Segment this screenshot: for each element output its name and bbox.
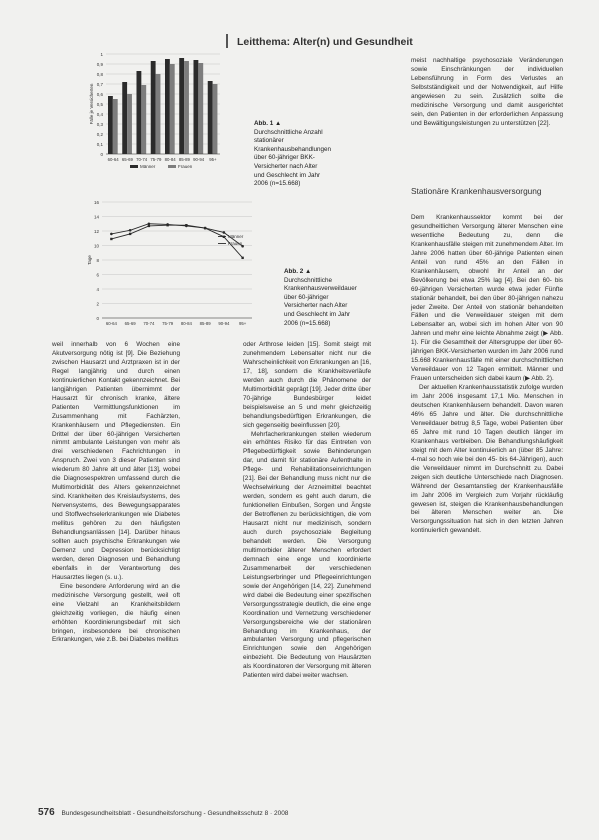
- right-paragraph-2: Der aktuellen Krankenhausstatistik zufolge wurden im Jahr 2006 insgesamt 17,1 Mio. Menschen in deutschen Krankenhäusern behandelt. Davon waren 46% 65 Jahre und älter. Die durchschnittliche Verweildauer betrug 8,5 Tage, wobei Patienten über 65 Jahre mit rund 10 Tagen deutlich länger im Krankenhaus verbleiben. Die Behandlungshäufigkeit steigt mit dem Alter kontinuierlich an (über 85 Jahre: 4-mal so hoch wie bei den 45- bis 64-Jährigen), auch die Verweildauer nimmt im Durchschnitt zu. Dabei zeigen sich deutliche Unterschiede nach Diagnosen. Während der Gesamtanstieg der Krankenhausfälle im Jahr 2006 im Vergleich zum Vorjahr rückläufig gewesen ist, steigen die Krankenhausbehandlungen bei älteren Menschen weiter an. Die Versorgungssituation hat sich in den letzten Jahren kontinuierlich gewandelt.: [411, 384, 563, 535]
- data-point: [166, 224, 168, 226]
- y-tick-label: 0,6: [96, 92, 103, 97]
- y-tick-label: 0,1: [96, 142, 103, 147]
- middle-paragraph-1: oder Arthrose leiden [15]. Somit steigt mit zunehmendem Lebensalter nicht nur die Wahrscheinlichkeit von Erkrankungen an [16, 17, 18], sondern die Krankheitsverläufe werden auch durch die Phänomene der Multimorbidität geprägt [19]. Jeder dritte über 70-jährige Bundesbürger leidet beispielsweise an 5 und mehr gleichzeitig behandlungsbedürftigen Erkrankungen, die sich gegenseitig beeinflussen [20].: [243, 341, 371, 429]
- data-point: [148, 225, 150, 227]
- x-tick-label: 70-74: [143, 321, 155, 326]
- x-tick-label: 75-79: [162, 321, 174, 326]
- legend-label: Frauen: [228, 241, 243, 246]
- y-tick-label: 0: [96, 316, 99, 321]
- x-tick-label: 65-69: [121, 157, 133, 162]
- data-point: [129, 229, 132, 232]
- left-column-text: [52, 341, 180, 793]
- x-tick-label: 65-69: [124, 321, 136, 326]
- legend-label: Männer: [140, 164, 156, 169]
- bar: [213, 84, 218, 154]
- data-point: [204, 227, 206, 229]
- x-tick-label: 90-94: [218, 321, 230, 326]
- page-footer: [38, 807, 288, 818]
- data-point: [223, 231, 226, 234]
- y-tick-label: 0,2: [96, 132, 103, 137]
- middle-paragraph-2: Mehrfacherkrankungen stellen wiederum ein erhöhtes Risiko für das Eintreten von Pflegebedürftigkeit sowie Behinderungen dar, und damit für stationäre Aufenthalte in Pflege- und Rehabilitationseinrichtungen [21]. Bei der Behandlung muss nicht nur die Wechselwirkung der Arzneimittel beachtet werden, sondern es geht auch darum, die funktionellen Einbußen, Sorgen und Ängste der Betroffenen zu berücksichtigen, die vom Hausarzt nicht nur medizinisch, sondern auch durch psychosoziale Begleitung behandelt werden. Die Versorgung multimorbider älterer Menschen erfordert demnach eine enge und koordinierte Zusammenarbeit der verschiedenen Leistungserbringer und Pflegeeinrichtungen sowie der Angehörigen [14, 22]. Zunehmend wird dabei die Bedeutung einer spezifischen Versorgungsstrategie deutlich, die eine enge Koordination und Vernetzung verschiedener Versorgungsbereiche wie der stationären Behandlung im Krankenhaus, der ambulanten Versorgung und pflegerischen Einrichtungen sowie den Angehörigen einbezieht. Die Bedeutung von Hausärzten als Koordinatoren der Versorgung mit älteren Patienten wird dabei weiter wachsen.: [243, 430, 371, 680]
- y-tick-label: 8: [96, 258, 99, 263]
- bar: [151, 61, 156, 154]
- figure-2-caption-label: Abb. 2: [284, 268, 304, 275]
- bar: [113, 99, 118, 154]
- figure-2-line-chart: [88, 196, 253, 336]
- y-tick-label: 0,8: [96, 72, 103, 77]
- bar: [136, 71, 141, 154]
- legend-label: Männer: [228, 234, 244, 239]
- x-tick-label: 80-84: [180, 321, 192, 326]
- data-point: [241, 257, 243, 259]
- y-tick-label: 0,7: [96, 82, 103, 87]
- section-heading: Stationäre Krankenhausversorgung: [411, 186, 542, 196]
- figure-1-caption-label: Abb. 1: [254, 120, 274, 127]
- x-tick-label: 85-89: [178, 157, 190, 162]
- figure-1-caption: [254, 120, 332, 189]
- legend-swatch: [168, 165, 176, 168]
- bar: [179, 58, 184, 154]
- x-tick-label: 70-74: [136, 157, 148, 162]
- y-axis-title: Tage: [87, 255, 92, 265]
- bar: [165, 59, 170, 154]
- y-axis-title: Fälle je Versicherten: [89, 83, 94, 125]
- data-point: [110, 233, 113, 236]
- y-tick-label: 0: [100, 152, 103, 157]
- y-tick-label: 16: [93, 200, 99, 205]
- x-tick-label: 85-89: [199, 321, 211, 326]
- figure-1-caption-text: ▲ Durchschnittliche Anzahl stationärer Krankenhausbehandlungen über 60-jähriger BKK-Versicherter nach Alter und Geschlecht im Jahr 2006 (n=15.668): [254, 120, 332, 188]
- x-tick-label: 80-84: [164, 157, 176, 162]
- x-tick-label: 95+: [209, 157, 217, 162]
- right-paragraph-1: Dem Krankenhaussektor kommt bei der gesundheitlichen Versorgung älterer Menschen eine wesentliche Bedeutung zu, denn die Krankenhausfälle steigen mit zunehmendem Alter. Im Jahre 2006 hatten über 60-jährige Patienten einen Anteil von rund 45% an den Fällen in Krankenhäusern, obwohl ihr Anteil an der Bevölkerung bei etwa 25% lag [4]. Bei den 60- bis 69-jährigen Versicherten wurde etwa jeder Fünfte stationär behandelt, bei den über 80-jährigen nahezu jeder Zweite. Der Anteil von stationär behandelten Fällen und die Verweildauer steigen mit dem Lebensalter an, wobei sich im hohen Alter von 90 Jahren und mehr eine leichte Abnahme zeigt (▶ Abb. 1). Für die Gesamtheit der Altersgruppe der über 60-jährigen BKK-Versicherten wurden im Jahr 2006 rund 15.668 Krankenhausfälle mit einer durchschnittlichen Verweildauer von 12 Tagen ermittelt. Männer und Frauen unterscheiden sich dabei kaum (▶ Abb. 2).: [411, 214, 563, 383]
- figure-1-bar-chart: [88, 48, 228, 183]
- y-tick-label: 0,4: [96, 112, 103, 117]
- figure-2-caption-text: ▲ Durchschnittliche Krankenhausverweildauer über 60-jähriger Versicherter nach Alter und Geschlecht im Jahr 2006 (n=15.668): [284, 268, 357, 327]
- x-tick-label: 60-64: [105, 321, 117, 326]
- y-tick-label: 12: [93, 229, 99, 234]
- bar: [127, 94, 132, 154]
- y-tick-label: 0,5: [96, 102, 103, 107]
- left-paragraph-1: weil innerhalb von 6 Wochen eine Akutversorgung nötig ist [9]. Die Beziehung zwischen Hausarzt und Arztpraxen ist in der Regel langjährig und durch einen kontinuierlichen Kontakt gekennzeichnet. Bei langjährigen Patienten übernimmt der Hausarzt für chronisch kranke, ältere Patienten Vermittlungsfunktionen im Zusammenhang mit Fachärzten, Krankenhäusern und Pflegediensten. Ein Drittel der über 60-jährigen Versicherten nimmt ambulante Leistungen von mehr als drei verschiedenen Fachrichtungen in Anspruch. Zwei von 3 dieser Patienten sind wiederum 80 Jahre alt und älter [13], wobei die Diagnosespektren umfassend durch die Multimorbidität des Alters gekennzeichnet sind. Krankheiten des Kreislaufsystems, des Nervensystems, des Bewegungsapparates und Stoffwechselerkrankungen wie Diabetes mellitus gehören zu den häufigsten Behandlungsanlässen [14]. Darüber hinaus sollten auch psychische Erkrankungen wie Demenz und Depression berücksichtigt werden, deren Diagnosen und Behandlung ebenfalls in der Verantwortung des Hausarztes liegen (s. u.).: [52, 341, 180, 581]
- data-point: [148, 222, 151, 225]
- bar: [193, 60, 198, 154]
- bar: [108, 96, 113, 154]
- x-tick-label: 95+: [238, 321, 247, 326]
- bar: [170, 64, 175, 154]
- legend-label: Frauen: [178, 164, 193, 169]
- bar: [141, 85, 146, 154]
- bar: [156, 74, 161, 154]
- running-header: Leitthema: Alter(n) und Gesundheit: [237, 36, 413, 48]
- bar: [184, 61, 189, 154]
- left-paragraph-2: Eine besondere Anforderung wird an die medizinische Versorgung gestellt, weil oft eine Vielzahl an Krankheitsbildern gleichzeitig vorliegen, die häufig einen erhöhten Koordinierungsbedarf mit sich bringen, insbesondere bei chronischen Erkrankungen, wie z.B. bei Diabetes mellitus: [52, 582, 180, 644]
- right-column-top-paragraph: meist nachhaltige psychosoziale Veränderungen sowie Einschränkungen der individuellen Lebensführung in Form des Verlustes an Selbstständigkeit und der Notwendigkeit, auf Hilfe angewiesen zu sein. Zusätzlich sollte die medizinische Versorgung und damit ausgerichtet sein, den Patienten in der erforderlichen Anpassung und Bewältigungsleistungen zu unterstützen [22].: [411, 57, 563, 127]
- data-point: [185, 224, 187, 226]
- bar: [208, 81, 213, 154]
- y-tick-label: 2: [96, 301, 99, 307]
- figure-2-caption: [284, 268, 356, 328]
- legend-swatch: [130, 165, 138, 168]
- y-tick-label: 10: [93, 243, 99, 249]
- right-column-top-text: [411, 57, 563, 175]
- y-tick-label: 4: [96, 287, 99, 292]
- y-tick-label: 1: [100, 52, 103, 57]
- bar: [198, 63, 203, 154]
- data-point: [129, 233, 131, 235]
- right-column-text: [411, 214, 563, 796]
- x-tick-label: 60-64: [107, 157, 119, 162]
- y-tick-label: 14: [93, 214, 99, 220]
- y-tick-label: 0,9: [96, 62, 103, 67]
- bar: [122, 82, 127, 154]
- middle-column-text: [243, 341, 371, 793]
- header-divider: [226, 34, 228, 48]
- y-tick-label: 0,3: [96, 122, 103, 127]
- x-tick-label: 90-94: [193, 157, 205, 162]
- x-tick-label: 75-79: [150, 157, 162, 162]
- y-tick-label: 6: [96, 272, 99, 278]
- page-number: 576: [38, 807, 55, 818]
- journal-citation: Bundesgesundheitsblatt - Gesundheitsforschung - Gesundheitsschutz 8 · 2008: [61, 810, 289, 817]
- data-point: [110, 238, 112, 240]
